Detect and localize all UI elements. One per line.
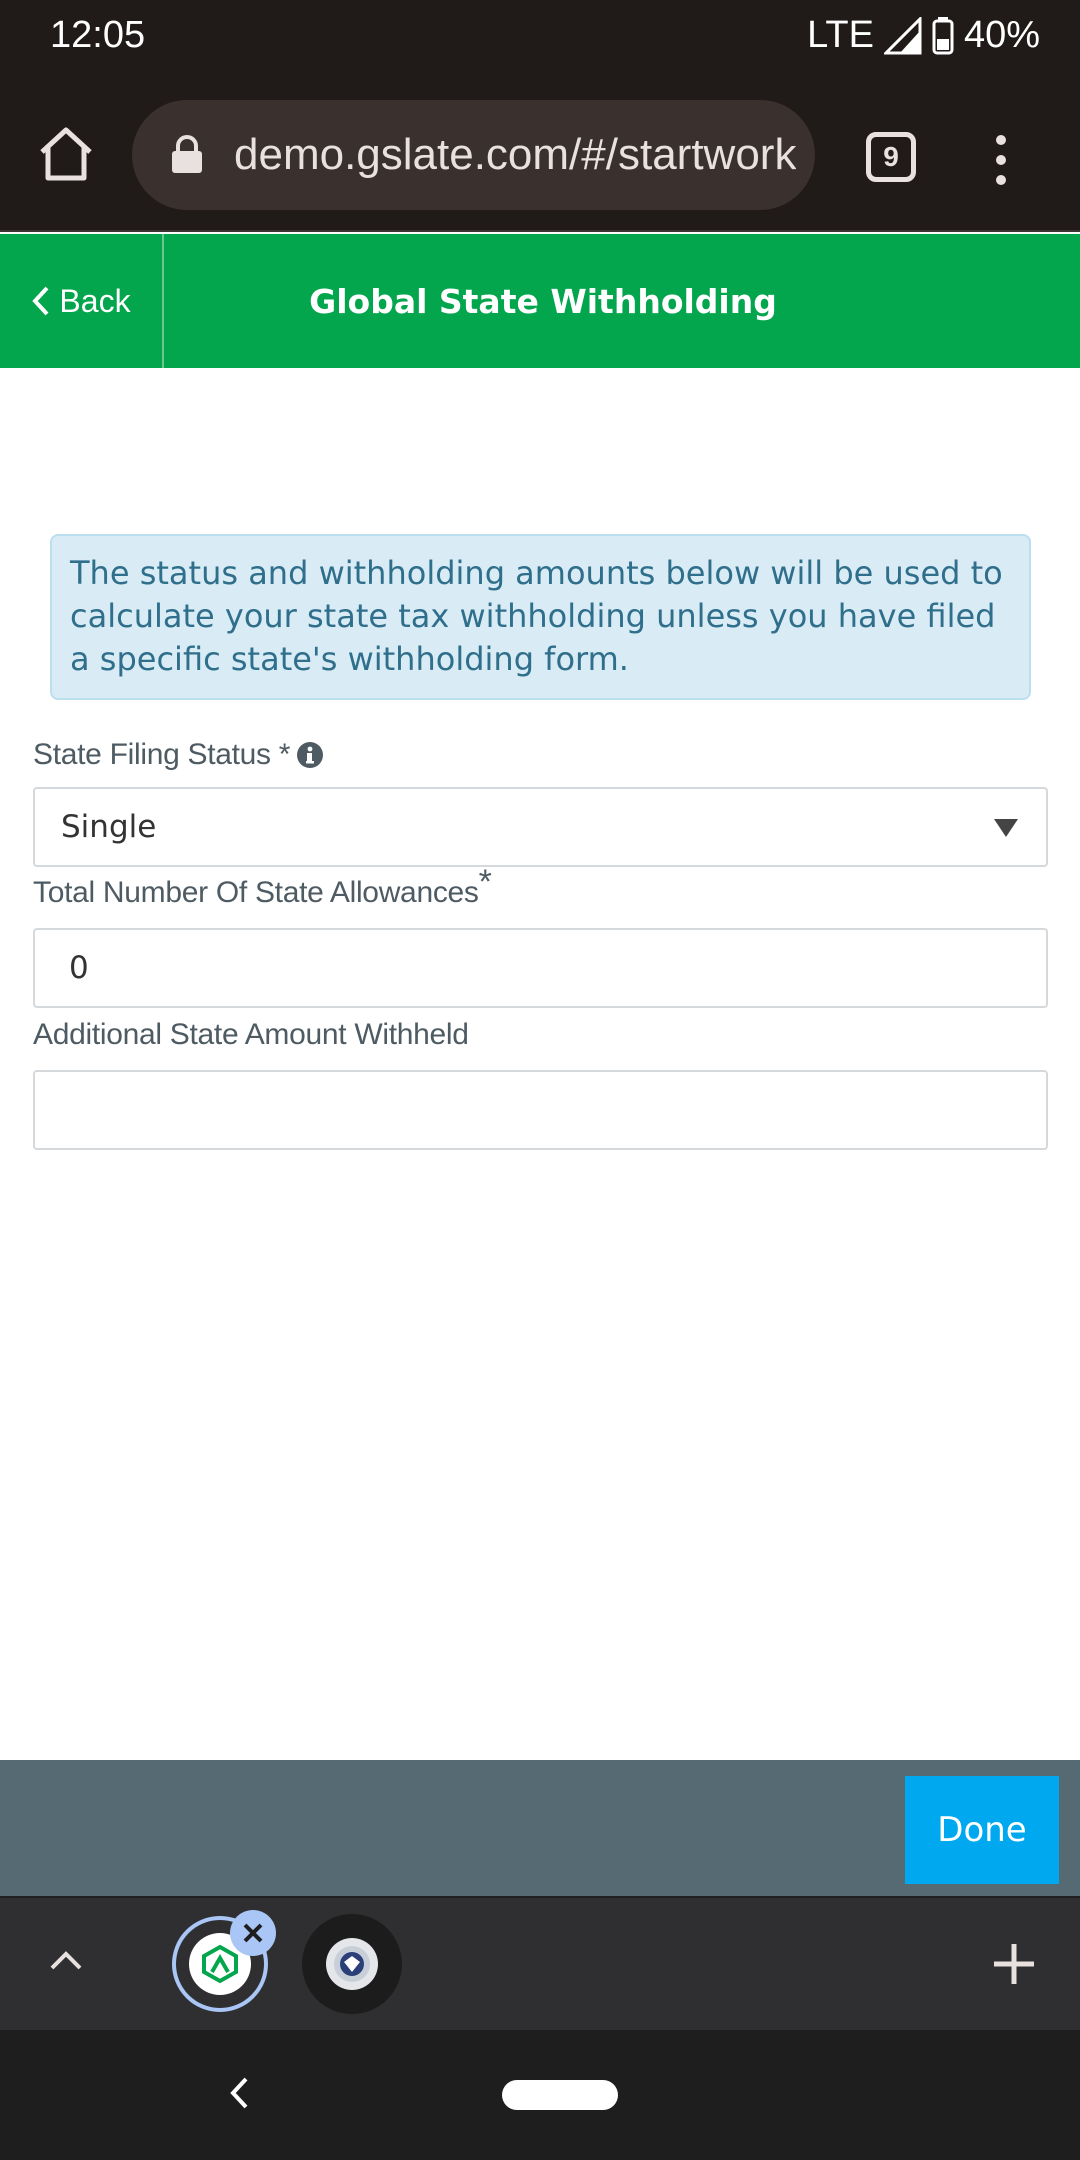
nav-home-pill[interactable] bbox=[502, 2080, 618, 2110]
filing-status-label-text: State Filing Status * bbox=[33, 738, 291, 771]
chevron-up-icon[interactable] bbox=[48, 1948, 84, 1972]
status-time: 12:05 bbox=[50, 14, 146, 56]
system-nav-bar bbox=[0, 2030, 1080, 2160]
signal-icon bbox=[884, 17, 922, 55]
browser-toolbar bbox=[0, 80, 1080, 232]
info-alert: The status and withholding amounts below will be used to calculate your state tax withholding unless you have filed a specific state's withholding form. bbox=[50, 534, 1031, 700]
info-icon[interactable] bbox=[296, 741, 324, 769]
close-icon[interactable] bbox=[230, 1910, 276, 1956]
chevron-left-icon bbox=[31, 285, 51, 317]
allowances-input[interactable]: 0 bbox=[33, 928, 1048, 1008]
network-type: LTE bbox=[807, 14, 874, 56]
caret-down-icon bbox=[994, 819, 1018, 837]
nav-back-icon[interactable] bbox=[228, 2076, 250, 2110]
footer-bar bbox=[0, 1760, 1080, 1896]
app-logo-icon bbox=[200, 1944, 240, 1984]
address-bar[interactable] bbox=[132, 100, 815, 210]
allowances-label-text: Total Number Of State Allowances bbox=[33, 876, 479, 909]
back-button[interactable] bbox=[0, 234, 164, 368]
status-bar bbox=[0, 0, 1080, 80]
done-button[interactable]: Done bbox=[905, 1776, 1059, 1884]
home-icon[interactable] bbox=[36, 124, 96, 184]
battery-percent: 40% bbox=[963, 14, 1040, 56]
seal-icon bbox=[332, 1944, 372, 1984]
url-text[interactable]: demo.gslate.com/#/startwork bbox=[234, 130, 797, 179]
status-indicators bbox=[807, 14, 1040, 57]
more-vert-icon[interactable] bbox=[986, 130, 1016, 190]
plus-icon[interactable] bbox=[992, 1942, 1036, 1986]
page-title: Global State Withholding bbox=[309, 281, 777, 321]
back-label: Back bbox=[59, 282, 131, 319]
battery-icon bbox=[932, 17, 954, 55]
additional-amount-input[interactable] bbox=[33, 1070, 1048, 1150]
filing-status-label bbox=[33, 738, 324, 772]
filing-status-value: Single bbox=[61, 809, 157, 845]
lock-icon bbox=[170, 135, 204, 175]
tabs-icon[interactable]: 9 bbox=[866, 132, 916, 182]
additional-amount-label: Additional State Amount Withheld bbox=[33, 1018, 469, 1051]
filing-status-select[interactable] bbox=[33, 787, 1048, 867]
required-mark: * bbox=[478, 863, 492, 901]
app-header bbox=[0, 234, 1080, 368]
allowances-label bbox=[33, 863, 492, 910]
bubble-bar bbox=[0, 1896, 1080, 2030]
app-bubble-secondary[interactable] bbox=[302, 1914, 402, 2014]
